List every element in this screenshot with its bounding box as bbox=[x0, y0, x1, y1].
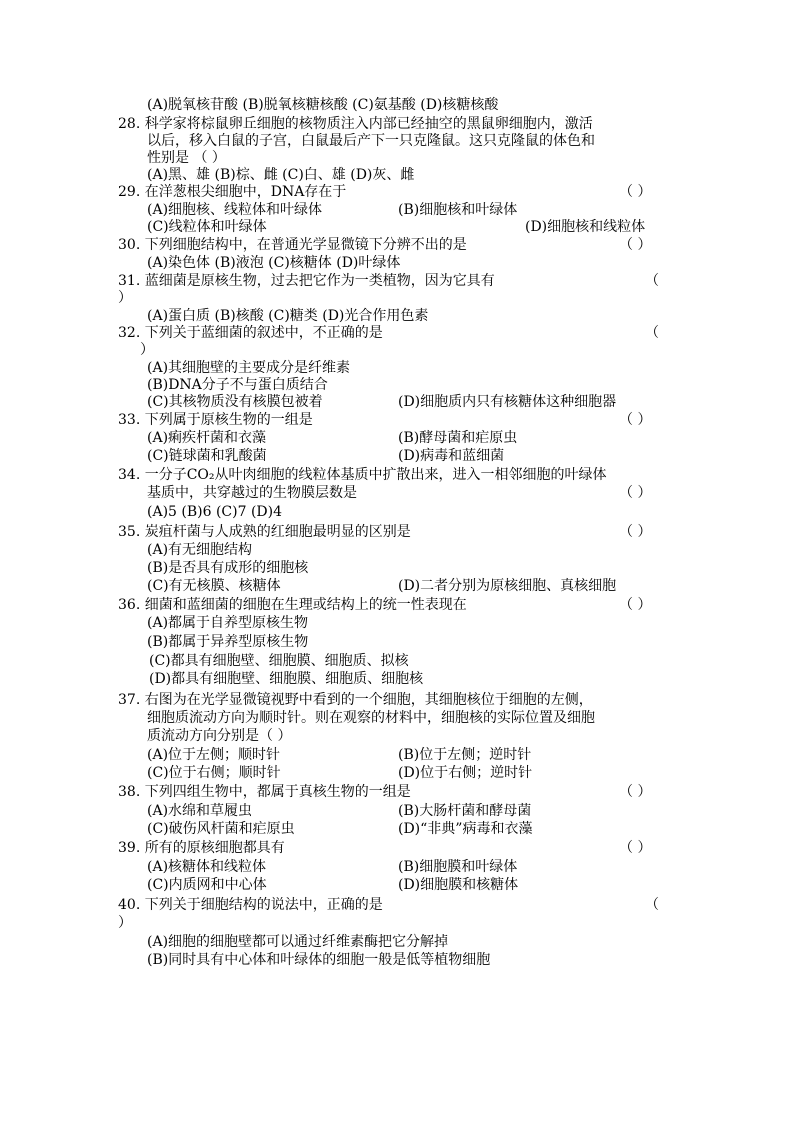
text-line: （ ） bbox=[619, 184, 652, 200]
text-line: (D)细胞核和线粒体 bbox=[525, 219, 646, 235]
text-line: (D)二者分别为原核细胞、真核细胞 bbox=[398, 578, 617, 594]
text-line: 28. 科学家将棕鼠卵丘细胞的核物质注入内部已经抽空的黑鼠卵细胞内，激活 bbox=[118, 116, 593, 132]
text-line: （ ） bbox=[619, 524, 652, 540]
text-line: (B)大肠杆菌和酵母菌 bbox=[398, 803, 532, 819]
text-line: (A)有无细胞结构 bbox=[147, 542, 253, 558]
text-line: 37. 右图为在光学显微镜视野中看到的一个细胞，其细胞核位于细胞的左侧， bbox=[118, 692, 593, 708]
text-line: (D)病毒和蓝细菌 bbox=[398, 448, 505, 464]
text-line: (A)核糖体和线粒体 bbox=[147, 859, 267, 875]
text-line: (C)内质网和中心体 bbox=[147, 877, 267, 893]
text-line: （ ） bbox=[619, 412, 652, 428]
text-line: (B)同时具有中心体和叶绿体的细胞一般是低等植物细胞 bbox=[147, 952, 491, 968]
text-line: （ ） bbox=[619, 597, 652, 613]
text-line: 29. 在洋葱根尖细胞中，DNA存在于 bbox=[118, 184, 347, 200]
text-line: (A)细胞的细胞壁都可以通过纤维素酶把它分解掉 bbox=[147, 934, 449, 950]
text-line: (B)都属于异养型原核生物 bbox=[147, 634, 309, 650]
text-line: (B)位于左侧；逆时针 bbox=[398, 747, 532, 763]
text-line: (A)水绵和草履虫 bbox=[147, 803, 253, 819]
text-line: 30. 下列细胞结构中，在普通光学显微镜下分辨不出的是 bbox=[118, 237, 467, 253]
text-line: 38. 下列四组生物中，都属于真核生物的一组是 bbox=[118, 784, 411, 800]
text-line: (B)细胞核和叶绿体 bbox=[398, 202, 518, 218]
text-line: (C)其核物质没有核膜包被着 bbox=[147, 394, 323, 410]
text-line: (C)有无核膜、核糖体 bbox=[147, 578, 281, 594]
text-line: 质流动方向分别是（ ） bbox=[147, 728, 292, 744]
text-line: (C)位于右侧；顺时针 bbox=[147, 765, 281, 781]
text-line: （ bbox=[645, 897, 659, 913]
text-line: (D)都具有细胞壁、细胞膜、细胞质、细胞核 bbox=[149, 671, 424, 687]
text-line: （ ） bbox=[619, 840, 652, 856]
text-line: (A)脱氧核苷酸 (B)脱氧核糖核酸 (C)氨基酸 (D)核糖核酸 bbox=[147, 97, 499, 113]
text-line: 细胞质流动方向为顺时针。则在观察的材料中，细胞核的实际位置及细胞 bbox=[147, 710, 595, 726]
text-line: 36. 细菌和蓝细菌的细胞在生理或结构上的统一性表现在 bbox=[118, 597, 467, 613]
text-line: (D)细胞膜和核糖体 bbox=[398, 877, 519, 893]
text-line: （ bbox=[645, 325, 659, 341]
text-line: (C)链球菌和乳酸菌 bbox=[147, 448, 267, 464]
text-line: 性别是 （ ） bbox=[147, 150, 226, 166]
text-line: ） bbox=[140, 342, 154, 358]
text-line: (C)破伤风杆菌和疟原虫 bbox=[147, 821, 295, 837]
text-line: 以后，移入白鼠的子宫，白鼠最后产下一只克隆鼠。这只克隆鼠的体色和 bbox=[147, 133, 595, 149]
text-line: (A)蛋白质 (B)核酸 (C)糖类 (D)光合作用色素 bbox=[147, 308, 429, 324]
text-line: 33. 下列属于原核生物的一组是 bbox=[118, 412, 313, 428]
text-line: (A)5 (B)6 (C)7 (D)4 bbox=[147, 504, 283, 520]
text-line: 34. 一分子CO₂从叶肉细胞的线粒体基质中扩散出来，进入一相邻细胞的叶绿体 bbox=[118, 467, 607, 483]
text-line: （ ） bbox=[619, 784, 652, 800]
text-line: (B)是否具有成形的细胞核 bbox=[147, 560, 309, 576]
text-line: (C)都具有细胞壁、细胞膜、细胞质、拟核 bbox=[149, 653, 409, 669]
text-line: (A)都属于自养型原核生物 bbox=[147, 615, 309, 631]
text-line: (A)细胞核、线粒体和叶绿体 bbox=[147, 202, 323, 218]
text-line: (A)其细胞壁的主要成分是纤维素 bbox=[147, 360, 351, 376]
text-line: ） bbox=[118, 290, 132, 306]
text-line: （ ） bbox=[619, 485, 652, 501]
text-line: （ ） bbox=[619, 237, 652, 253]
text-line: （ bbox=[645, 273, 659, 289]
text-line: 35. 炭疽杆菌与人成熟的红细胞最明显的区别是 bbox=[118, 524, 411, 540]
text-line: ） bbox=[118, 915, 132, 931]
text-line: (A)痢疾杆菌和衣藻 bbox=[147, 430, 267, 446]
text-line: 基质中，共穿越过的生物膜层数是 bbox=[147, 485, 357, 501]
text-line: (C)线粒体和叶绿体 bbox=[147, 219, 267, 235]
text-line: 31. 蓝细菌是原核生物，过去把它作为一类植物，因为它具有 bbox=[118, 273, 495, 289]
text-line: (D)位于右侧；逆时针 bbox=[398, 765, 533, 781]
text-line: (A)位于左侧；顺时针 bbox=[147, 747, 281, 763]
text-line: (A)黑、雄 (B)棕、雌 (C)白、雄 (D)灰、雌 bbox=[147, 167, 415, 183]
text-line: (B)DNA分子不与蛋白质结合 bbox=[147, 377, 328, 393]
text-line: 32. 下列关于蓝细菌的叙述中，不正确的是 bbox=[118, 325, 383, 341]
text-line: (B)酵母菌和疟原虫 bbox=[398, 430, 518, 446]
text-line: 39. 所有的原核细胞都具有 bbox=[118, 840, 285, 856]
text-line: (D)“非典”病毒和衣藻 bbox=[398, 821, 533, 837]
text-line: (D)细胞质内只有核糖体这种细胞器 bbox=[398, 394, 617, 410]
text-line: (A)染色体 (B)液泡 (C)核糖体 (D)叶绿体 bbox=[147, 255, 401, 271]
text-line: 40. 下列关于细胞结构的说法中，正确的是 bbox=[118, 897, 383, 913]
text-line: (B)细胞膜和叶绿体 bbox=[398, 859, 518, 875]
